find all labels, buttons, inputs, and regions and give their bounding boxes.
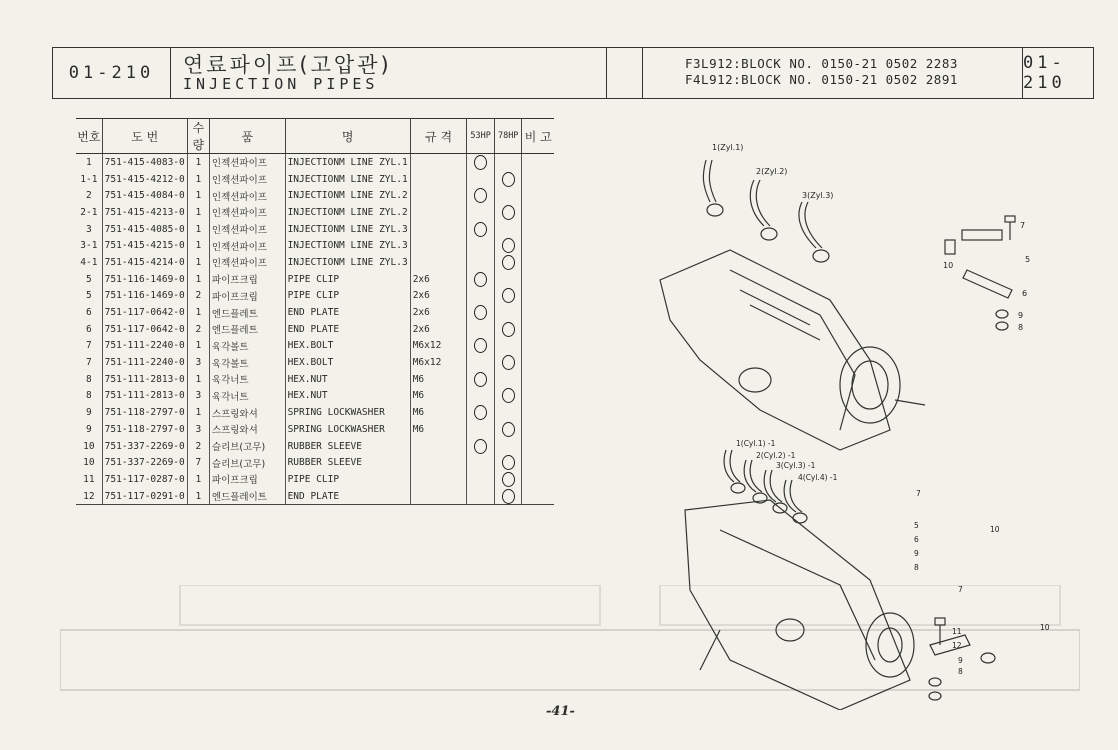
applicable-circle-icon [474,188,487,203]
col-header-53hp: 53HP [467,119,495,154]
table-row [76,354,554,371]
col-header-qty: 수량 [187,119,209,154]
diagram-bottom-4cyl [685,450,1037,710]
row-part-no: 751-116-1469-0 [102,288,187,305]
row-hp78-mark [494,171,522,188]
row-hp53-mark [467,471,495,488]
diagram-bottom-labels [736,439,1050,676]
applicable-circle-icon [502,205,515,220]
row-no: 3 [76,221,102,238]
table-row [76,271,554,288]
row-no: 1-1 [76,171,102,188]
row-hp78-mark [494,237,522,254]
table-row [76,204,554,221]
row-part-no: 751-111-2240-0 [102,354,187,371]
row-name-en: HEX.NUT [285,388,410,405]
row-hp53-mark [467,204,495,221]
applicable-circle-icon [502,455,515,470]
row-name-en: INJECTIONM LINE ZYL.3 [285,254,410,271]
row-qty: 1 [187,338,209,355]
title-korean: 연료파이프(고압관) [183,53,392,77]
callout-label: 5 [1025,255,1031,264]
callout-label: 7 [958,585,963,594]
pipe-nut-icon [707,204,723,216]
callout-label: 8 [914,563,919,572]
injection-pump-4cyl-icon [685,500,910,710]
injection-pump-3cyl-icon [660,250,890,450]
callout-label: 5 [914,521,919,530]
table-row [76,488,554,505]
row-part-no: 751-117-0291-0 [102,488,187,505]
row-hp53-mark [467,354,495,371]
row-hp53-mark [467,438,495,455]
callout-label: 10 [990,525,1000,534]
row-hp78-mark [494,304,522,321]
col-header-spec: 규 격 [410,119,467,154]
row-spec: M6 [410,388,467,405]
row-name-en: INJECTIONM LINE ZYL.3 [285,221,410,238]
callout-label: 11 [952,627,962,636]
row-qty: 1 [187,371,209,388]
row-name-ko: 엔드플레트 [209,304,285,321]
row-name-ko: 스프링와셔 [209,421,285,438]
callout-label: 6 [1022,289,1028,298]
callout-label: 2(Cyl.2) -1 [756,451,796,460]
row-no: 4-1 [76,254,102,271]
table-row [76,187,554,204]
header-spacer [607,48,643,98]
table-row [76,421,554,438]
row-spec: M6x12 [410,338,467,355]
row-hp53-mark [467,254,495,271]
col-header-name-en: 명 [285,119,410,154]
row-name-en: INJECTIONM LINE ZYL.1 [285,171,410,188]
col-header-name-ko: 품 [209,119,285,154]
row-no: 2-1 [76,204,102,221]
pipe-clip-icon [962,230,1002,240]
row-part-no: 751-111-2813-0 [102,371,187,388]
row-no: 9 [76,404,102,421]
row-no: 5 [76,271,102,288]
title-english: INJECTION PIPES [183,75,379,93]
row-qty: 2 [187,288,209,305]
row-spec: M6 [410,421,467,438]
row-name-ko: 스프링와셔 [209,404,285,421]
row-name-en: PIPE CLIP [285,288,410,305]
row-spec: M6 [410,371,467,388]
applicable-circle-icon [502,388,515,403]
row-name-ko: 인젝션파이프 [209,187,285,204]
row-no: 6 [76,321,102,338]
callout-label: 6 [914,535,919,544]
row-remark [522,171,554,188]
row-name-ko: 인젝션파이프 [209,237,285,254]
row-hp78-mark [494,438,522,455]
row-name-ko: 파이프크립 [209,471,285,488]
row-part-no: 751-415-4214-0 [102,254,187,271]
row-name-en: PIPE CLIP [285,471,410,488]
row-name-ko: 인젝션파이프 [209,154,285,171]
row-remark [522,488,554,505]
row-part-no: 751-118-2797-0 [102,421,187,438]
callout-label: 8 [1018,323,1024,332]
row-hp53-mark [467,288,495,305]
row-remark [522,354,554,371]
applicable-circle-icon [502,472,515,487]
table-row [76,471,554,488]
row-remark [522,388,554,405]
row-part-no: 751-117-0642-0 [102,304,187,321]
row-remark [522,404,554,421]
col-header-part-no: 도 번 [102,119,187,154]
parts-table [76,118,554,505]
row-name-ko: 육각너트 [209,371,285,388]
row-part-no: 751-118-2797-0 [102,404,187,421]
row-name-en: INJECTIONM LINE ZYL.2 [285,187,410,204]
row-remark [522,204,554,221]
row-hp78-mark [494,371,522,388]
applicable-circle-icon [474,338,487,353]
table-row [76,154,554,171]
row-remark [522,371,554,388]
row-hp78-mark [494,488,522,505]
row-hp78-mark [494,388,522,405]
row-hp53-mark [467,371,495,388]
table-header-row [76,119,554,154]
row-qty: 7 [187,454,209,471]
table-row [76,454,554,471]
table-row [76,304,554,321]
applicable-circle-icon [474,405,487,420]
row-remark [522,288,554,305]
table-row [76,221,554,238]
row-qty: 1 [187,404,209,421]
row-hp53-mark [467,338,495,355]
row-part-no: 751-415-4213-0 [102,204,187,221]
row-name-en: HEX.NUT [285,371,410,388]
callout-label: 7 [916,489,921,498]
row-part-no: 751-415-4083-0 [102,154,187,171]
row-qty: 1 [187,254,209,271]
row-no: 8 [76,371,102,388]
row-spec [410,471,467,488]
row-spec: 2x6 [410,304,467,321]
diagram-top-3cyl [660,160,1015,450]
applicable-circle-icon [474,372,487,387]
callout-label: 3(Cyl.3) -1 [776,461,816,470]
rubber-sleeve-icon [945,240,955,254]
row-name-en: HEX.BOLT [285,338,410,355]
page-header [52,47,1094,99]
row-name-ko: 슬리브(고무) [209,438,285,455]
applicable-circle-icon [502,288,515,303]
row-no: 11 [76,471,102,488]
row-spec [410,488,467,505]
callout-label: 1(Zyl.1) [712,143,744,152]
callout-label: 7 [1020,221,1026,230]
diagram-area [640,130,1100,710]
row-name-ko: 육각볼트 [209,354,285,371]
row-name-ko: 파이프크립 [209,271,285,288]
applicable-circle-icon [502,422,515,437]
row-name-en: RUBBER SLEEVE [285,438,410,455]
row-qty: 3 [187,388,209,405]
applicable-circle-icon [502,255,515,270]
row-qty: 1 [187,237,209,254]
row-remark [522,221,554,238]
row-hp78-mark [494,321,522,338]
table-row [76,388,554,405]
col-header-no: 번호 [76,119,102,154]
row-no: 3-1 [76,237,102,254]
row-name-en: END PLATE [285,488,410,505]
row-hp53-mark [467,454,495,471]
row-part-no: 751-337-2269-0 [102,454,187,471]
row-part-no: 751-117-0642-0 [102,321,187,338]
row-name-ko: 인젝션파이프 [209,254,285,271]
row-qty: 1 [187,221,209,238]
row-no: 2 [76,187,102,204]
block-number-f4l912: F4L912:BLOCK NO. 0150-21 0502 2891 [685,72,958,87]
callout-label: 4(Cyl.4) -1 [798,473,838,482]
row-name-en: INJECTIONM LINE ZYL.2 [285,204,410,221]
applicable-circle-icon [474,272,487,287]
row-qty: 1 [187,154,209,171]
col-header-remark: 비 고 [522,119,554,154]
row-part-no: 751-337-2269-0 [102,438,187,455]
hex-nut-icon [996,322,1008,330]
callout-label: 10 [1040,623,1050,632]
row-qty: 2 [187,321,209,338]
row-hp53-mark [467,421,495,438]
row-hp78-mark [494,187,522,204]
row-qty: 1 [187,488,209,505]
row-part-no: 751-111-2240-0 [102,338,187,355]
row-name-en: END PLATE [285,321,410,338]
row-qty: 1 [187,271,209,288]
row-name-en: SPRING LOCKWASHER [285,421,410,438]
row-no: 9 [76,421,102,438]
row-spec: 2x6 [410,288,467,305]
row-name-en: INJECTIONM LINE ZYL.1 [285,154,410,171]
row-spec: 2x6 [410,271,467,288]
row-hp78-mark [494,338,522,355]
block-numbers [643,48,1023,98]
row-hp53-mark [467,237,495,254]
callout-label: 1(Cyl.1) -1 [736,439,776,448]
row-hp78-mark [494,154,522,171]
row-no: 10 [76,438,102,455]
table-row [76,288,554,305]
row-remark [522,338,554,355]
row-part-no: 751-415-4212-0 [102,171,187,188]
row-hp78-mark [494,354,522,371]
row-remark [522,321,554,338]
table-row [76,404,554,421]
applicable-circle-icon [474,155,487,170]
block-number-f3l912: F3L912:BLOCK NO. 0150-21 0502 2283 [685,56,958,71]
row-name-ko: 인젝션파이프 [209,221,285,238]
row-remark [522,454,554,471]
row-part-no: 751-117-0287-0 [102,471,187,488]
table-row [76,438,554,455]
col-header-78hp: 78HP [494,119,522,154]
row-hp78-mark [494,271,522,288]
row-qty: 1 [187,204,209,221]
row-name-ko: 인젝션파이프 [209,171,285,188]
callout-label: 9 [1018,311,1024,320]
section-code-left: 01-210 [53,48,171,98]
table-row [76,171,554,188]
row-spec [410,204,467,221]
row-remark [522,421,554,438]
row-no: 12 [76,488,102,505]
row-hp78-mark [494,254,522,271]
applicable-circle-icon [474,439,487,454]
applicable-circle-icon [502,238,515,253]
row-spec [410,171,467,188]
parts-table-body [76,154,554,505]
row-spec [410,221,467,238]
page-number: -41- [546,704,575,719]
row-no: 5 [76,288,102,305]
callout-label: 12 [952,641,962,650]
row-hp53-mark [467,321,495,338]
callout-label: 3(Zyl.3) [802,191,834,200]
row-part-no: 751-415-4085-0 [102,221,187,238]
row-name-ko: 육각너트 [209,388,285,405]
row-hp53-mark [467,304,495,321]
row-remark [522,254,554,271]
diagram-top-labels [712,143,1030,332]
table-row [76,254,554,271]
row-part-no: 751-116-1469-0 [102,271,187,288]
row-qty: 1 [187,187,209,204]
row-name-ko: 파이프크립 [209,288,285,305]
row-name-en: INJECTIONM LINE ZYL.3 [285,237,410,254]
applicable-circle-icon [474,222,487,237]
row-spec [410,154,467,171]
applicable-circle-icon [502,489,515,504]
row-remark [522,471,554,488]
table-row [76,338,554,355]
row-hp53-mark [467,404,495,421]
row-qty: 2 [187,438,209,455]
section-code-right: 01-210 [1023,53,1066,93]
row-part-no: 751-415-4215-0 [102,237,187,254]
row-remark [522,154,554,171]
row-name-ko: 슬리브(고무) [209,454,285,471]
title-block [171,48,607,98]
row-hp53-mark [467,171,495,188]
row-qty: 3 [187,354,209,371]
row-no: 7 [76,354,102,371]
row-hp53-mark [467,187,495,204]
row-remark [522,237,554,254]
row-no: 1 [76,154,102,171]
row-hp53-mark [467,388,495,405]
row-part-no: 751-111-2813-0 [102,388,187,405]
row-name-en: PIPE CLIP [285,271,410,288]
row-name-en: RUBBER SLEEVE [285,454,410,471]
row-hp78-mark [494,221,522,238]
row-spec [410,454,467,471]
callout-label: 8 [958,667,963,676]
row-spec: M6 [410,404,467,421]
row-name-en: END PLATE [285,304,410,321]
callout-label: 9 [914,549,919,558]
row-name-ko: 육각볼트 [209,338,285,355]
row-hp53-mark [467,271,495,288]
row-spec [410,438,467,455]
table-row [76,371,554,388]
row-remark [522,271,554,288]
row-hp53-mark [467,488,495,505]
row-name-ko: 인젝션파이프 [209,204,285,221]
row-hp78-mark [494,454,522,471]
row-qty: 1 [187,471,209,488]
row-name-ko: 엔드플레트 [209,321,285,338]
row-qty: 1 [187,171,209,188]
applicable-circle-icon [502,322,515,337]
row-no: 7 [76,338,102,355]
row-hp78-mark [494,421,522,438]
table-row [76,321,554,338]
row-spec [410,187,467,204]
row-no: 10 [76,454,102,471]
row-spec [410,237,467,254]
table-row [76,237,554,254]
row-name-ko: 엔드플레이트 [209,488,285,505]
spring-washer-icon [996,310,1008,318]
row-qty: 1 [187,304,209,321]
row-qty: 3 [187,421,209,438]
row-remark [522,304,554,321]
applicable-circle-icon [502,355,515,370]
row-spec [410,254,467,271]
row-no: 6 [76,304,102,321]
end-plate-icon [963,270,1012,298]
row-hp78-mark [494,204,522,221]
row-hp53-mark [467,154,495,171]
row-hp78-mark [494,471,522,488]
row-remark [522,438,554,455]
callout-label: 9 [958,656,963,665]
row-part-no: 751-415-4084-0 [102,187,187,204]
callout-label: 2(Zyl.2) [756,167,788,176]
applicable-circle-icon [502,172,515,187]
row-hp78-mark [494,404,522,421]
row-remark [522,187,554,204]
callout-label: 10 [943,261,954,270]
row-hp53-mark [467,221,495,238]
row-name-en: HEX.BOLT [285,354,410,371]
row-no: 8 [76,388,102,405]
applicable-circle-icon [474,305,487,320]
row-name-en: SPRING LOCKWASHER [285,404,410,421]
row-spec: M6x12 [410,354,467,371]
row-spec: 2x6 [410,321,467,338]
row-hp78-mark [494,288,522,305]
